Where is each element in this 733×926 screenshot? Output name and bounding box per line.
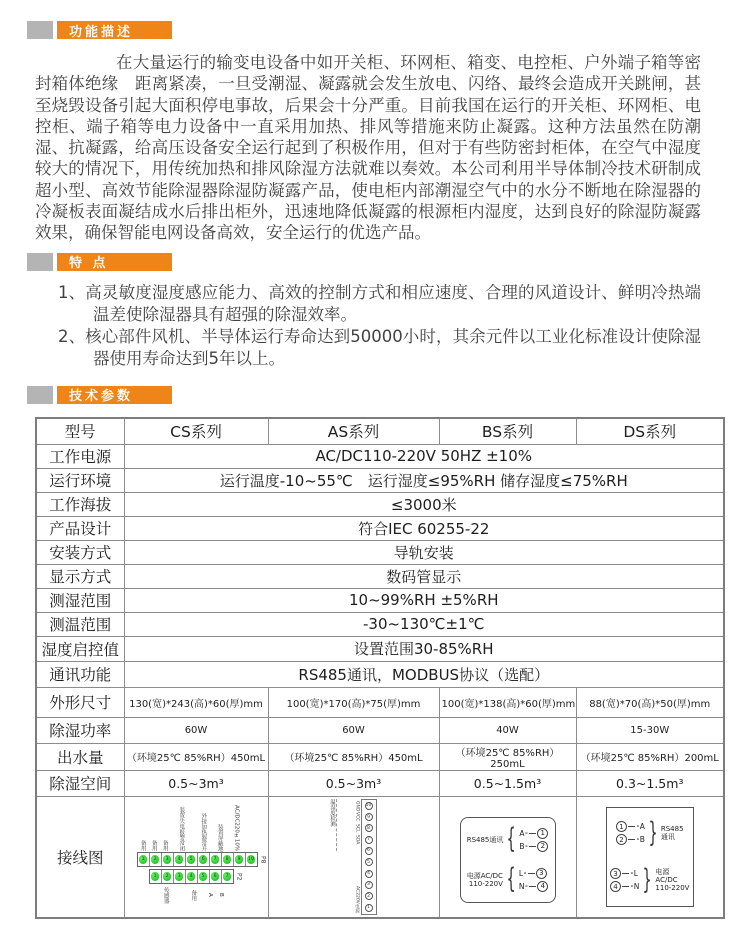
pin-row xyxy=(610,868,639,879)
row-cell: 40W xyxy=(439,717,576,743)
p8-strip-row xyxy=(137,852,267,867)
terminal xyxy=(245,853,257,866)
table-row xyxy=(36,588,724,612)
row-cell: （环境25℃ 85%RH）450mL xyxy=(268,743,439,770)
pin-number: 2 xyxy=(616,834,627,845)
row-label: 工作电源 xyxy=(36,444,124,468)
p2-strip-row xyxy=(149,869,243,884)
group-label-line: RS485 xyxy=(660,825,684,834)
section-badge-specs xyxy=(27,386,733,404)
column-header: CS系列 xyxy=(124,418,268,445)
terminal-label: 装置屏蔽地 xyxy=(216,823,223,852)
terminal-label: AC/DC220±10% xyxy=(233,805,240,852)
open-contact: ∘ xyxy=(630,870,634,878)
pin-group xyxy=(465,866,551,894)
wire-line xyxy=(529,833,536,834)
row-cell: 0.3~1.5m³ xyxy=(576,770,724,796)
pin-label: SDA xyxy=(354,835,360,845)
row-label: 除湿功率 xyxy=(36,717,124,743)
terminal xyxy=(185,870,197,883)
row-cell: 100(宽)*170(高)*75(厚)mm xyxy=(268,687,439,717)
pin-row xyxy=(616,834,645,845)
pin-number: 3 xyxy=(536,868,547,879)
row-cell: 130(宽)*243(高)*60(厚)mm xyxy=(124,687,268,717)
pin-letter: L xyxy=(518,868,524,878)
column-header: DS系列 xyxy=(576,418,724,445)
row-cell: 15-30W xyxy=(576,717,724,743)
group-label-line: 110-220V xyxy=(468,879,503,888)
terminal-label-box xyxy=(215,884,226,906)
strip-name: P2 xyxy=(235,872,243,881)
terminal-label-box xyxy=(159,807,170,851)
row-cell: 60W xyxy=(268,717,439,743)
row-label: 出水量 xyxy=(36,743,124,770)
pin-row xyxy=(519,868,548,879)
cs-wiring-diagram xyxy=(127,805,266,908)
terminal-label: 外接加热器常开 xyxy=(200,812,207,852)
badge-gray-block xyxy=(27,21,53,39)
pin-circle: 7 xyxy=(365,836,373,844)
row-value: AC/DC110-220V 50HZ ±10% xyxy=(124,444,724,468)
pin-circle: 6 xyxy=(365,847,373,855)
as-pin-strip xyxy=(361,799,377,915)
row-label: 产品设计 xyxy=(36,516,124,540)
terminal-circle: 4 xyxy=(187,872,196,881)
terminal-circle: 5 xyxy=(199,872,208,881)
pin-number: 1 xyxy=(537,828,548,839)
pin-letter: A xyxy=(519,828,525,838)
row-value: 数码管显示 xyxy=(124,564,724,588)
row-cell: 0.5~3m³ xyxy=(124,770,268,796)
open-contact: ∘ xyxy=(524,882,529,890)
terminal xyxy=(209,853,221,866)
terminal-circle: 10 xyxy=(248,857,254,863)
terminal xyxy=(209,870,221,883)
section-title: 特 点 xyxy=(57,253,172,271)
terminal-circle: 7 xyxy=(223,872,232,881)
group-label xyxy=(467,872,503,888)
terminal xyxy=(161,870,173,883)
row-label: 显示方式 xyxy=(36,564,124,588)
row-value: -30~130℃±1℃ xyxy=(124,612,724,636)
pin-circle: 3 xyxy=(365,881,373,889)
terminal-circle: 3 xyxy=(175,872,184,881)
pin-number: 4 xyxy=(610,881,621,892)
table-row xyxy=(36,516,724,540)
pin-letter: B xyxy=(639,835,645,845)
wire-line xyxy=(622,886,629,887)
wire-line xyxy=(628,839,635,840)
bs-wiring-diagram xyxy=(460,817,556,903)
column-header: 型号 xyxy=(36,418,124,445)
terminal xyxy=(149,853,161,866)
terminal-circle: 2 xyxy=(163,872,172,881)
terminal-circle: 4 xyxy=(175,855,184,864)
terminal-circle: 1 xyxy=(139,855,148,864)
terminal-circle: 7 xyxy=(211,855,220,864)
row-label: 安装方式 xyxy=(36,540,124,564)
pin-label: SCL xyxy=(354,823,360,833)
row-cell: （环境25℃ 85%RH）250mL xyxy=(439,743,576,770)
pin-column xyxy=(616,819,645,847)
probe-label: 温湿度检测 xyxy=(329,798,335,827)
feature-item: 1、高灵敏度湿度感应能力、高效的控制方式和相应速度、合理的风道设计、鲜明冷热端温差使除湿器具有超强的除湿效率。 xyxy=(58,282,701,324)
pin-label: GND xyxy=(354,800,360,811)
open-contact: ∘ xyxy=(524,842,529,850)
terminal xyxy=(173,870,185,883)
section-badge-features xyxy=(27,253,733,271)
terminal-label: 备用 xyxy=(190,889,197,901)
terminal-label-box xyxy=(204,884,215,906)
terminal-label-box xyxy=(148,807,159,851)
pin-group xyxy=(610,866,690,894)
column-header: BS系列 xyxy=(439,418,576,445)
group-label-line: 通讯 xyxy=(660,833,675,842)
section-badge-function xyxy=(27,21,733,39)
pin-number: 3 xyxy=(610,868,621,879)
terminal xyxy=(221,853,233,866)
row-value: 运行温度-10~55℃ 运行湿度≤95%RH 储存湿度≤75%RH xyxy=(124,468,724,492)
table-row xyxy=(36,612,724,636)
pin-group xyxy=(610,819,690,847)
table-row xyxy=(36,717,724,743)
row-label: 测温范围 xyxy=(36,612,124,636)
row-label: 工作海拔 xyxy=(36,492,124,516)
terminal-label: 备用 xyxy=(150,840,157,852)
badge-gray-block xyxy=(27,386,53,404)
wire-line xyxy=(528,873,535,874)
pin-column xyxy=(610,866,639,894)
pin-row xyxy=(519,881,548,892)
pin-letter: N xyxy=(518,881,525,891)
pin-letter: L xyxy=(633,869,638,879)
column-header: AS系列 xyxy=(268,418,439,445)
as-wiring-cell xyxy=(268,796,439,918)
pin-letter: A xyxy=(639,822,645,832)
row-cell: 88(宽)*70(高)*50(厚)mm xyxy=(576,687,724,717)
wire-line xyxy=(529,846,536,847)
table-row xyxy=(36,743,724,770)
terminal-strip xyxy=(137,852,258,867)
group-label xyxy=(467,836,504,844)
table-row xyxy=(36,492,724,516)
open-contact: ∘ xyxy=(635,836,640,844)
terminal-label: 备用 xyxy=(139,840,146,852)
terminal-circle: 1 xyxy=(151,872,160,881)
row-label: 通讯功能 xyxy=(36,661,124,687)
pin-row xyxy=(519,828,548,839)
pin-number: 4 xyxy=(537,881,548,892)
pin-circle: 5 xyxy=(365,858,373,866)
group-label xyxy=(661,825,684,841)
terminal-label: 装置失电报警常闭 xyxy=(178,807,185,852)
terminal xyxy=(138,853,149,866)
terminal-label-box xyxy=(170,807,192,851)
row-cell: （环境25℃ 85%RH）200mL xyxy=(576,743,724,770)
table-row xyxy=(36,540,724,564)
table-row xyxy=(36,468,724,492)
probe-label-box xyxy=(329,799,338,851)
terminal xyxy=(150,870,161,883)
terminal xyxy=(161,853,173,866)
p2-label-row xyxy=(149,884,226,906)
terminal-circle: 6 xyxy=(211,872,220,881)
row-cell: 60W xyxy=(124,717,268,743)
section-title: 功能描述 xyxy=(57,21,172,39)
as-wiring-diagram xyxy=(325,799,383,915)
brace-glyph: } xyxy=(648,817,658,849)
row-label: 湿度启控值 xyxy=(36,636,124,661)
pin-column xyxy=(519,866,548,894)
row-value: ≤3000米 xyxy=(124,492,724,516)
row-value: 导轨安装 xyxy=(124,540,724,564)
row-value: 设置范围30-85%RH xyxy=(124,636,724,661)
group-label-line: 电源 xyxy=(655,868,670,877)
group-label-line: 110-220V xyxy=(655,884,690,893)
wire-line xyxy=(529,886,536,887)
open-contact: ∘ xyxy=(630,883,634,891)
terminal-strip xyxy=(149,869,234,884)
bs-wiring-cell xyxy=(439,796,576,918)
terminal-label: 备用 xyxy=(161,840,168,852)
group-label xyxy=(655,868,689,892)
function-description-paragraph: 在大量运行的输变电设备中如开关柜、环网柜、箱变、电控柜、户外端子箱等密封箱体绝缘 距离紧凑，一旦受潮湿、凝露就会发生放电、闪络、最终会造成开关跳闸，甚至烧毁设备引起大面积停电事故，后果会十分严重。目前我国在运行的开关柜、环网柜、电控柜、端子箱等电力设备中一直采用加热、排风等措施来防止凝露。这种方法虽然在防潮湿、抗凝露，给高压设备安全运行起到了积极作用，但对于有些防密封柜体，在空气中湿度较大的情况下，用传统加热和排风除湿方法就难以奏效。本公司利用半导体制冷技术研制成超小型、高效节能除湿器除湿防凝露产品，使电柜内部潮湿空气中的水分不断地在除湿器的冷凝板表面凝结成水后排出柜外，迅速地降低凝露的根源柜内湿度，达到良好的除湿防凝露效果，确保智能电网设备高效，安全运行的优选产品。 xyxy=(35,53,701,243)
table-row xyxy=(36,444,724,468)
terminal xyxy=(233,853,245,866)
terminal-circle: 8 xyxy=(223,855,232,864)
terminal-label-box xyxy=(149,884,182,906)
pin-row xyxy=(519,841,548,852)
cs-wiring-cell xyxy=(124,796,268,918)
row-cell: 0.5~1.5m³ xyxy=(439,770,576,796)
row-label: 除湿空间 xyxy=(36,770,124,796)
terminal-label-box xyxy=(214,807,225,851)
pin-label: VCC xyxy=(354,812,360,822)
row-label: 运行环境 xyxy=(36,468,124,492)
wire-line xyxy=(622,873,629,874)
row-cell: 0.5~3m³ xyxy=(268,770,439,796)
terminal xyxy=(185,853,197,866)
group-label-line: 电源AC/DC xyxy=(466,871,503,880)
power-label: AC220V电源 xyxy=(354,885,360,913)
pin-row xyxy=(610,881,639,892)
open-contact: ∘ xyxy=(524,829,529,837)
p8-label-row xyxy=(137,807,247,851)
pin-number: 2 xyxy=(537,841,548,852)
terminal xyxy=(221,870,233,883)
terminal-circle: 9 xyxy=(235,855,244,864)
row-value: 符合IEC 60255-22 xyxy=(124,516,724,540)
row-cell: （环境25℃ 85%RH）450mL xyxy=(124,743,268,770)
pin-letter: N xyxy=(633,882,640,892)
row-label: 测湿范围 xyxy=(36,588,124,612)
badge-gray-block xyxy=(27,253,53,271)
terminal-label-box xyxy=(137,807,148,851)
wire-line xyxy=(628,826,635,827)
ds-wiring-cell xyxy=(576,796,724,918)
terminal xyxy=(173,853,185,866)
brace-glyph: { xyxy=(506,824,516,856)
feature-item: 2、核心部件风机、半导体运行寿命达到50000小时，其余元件以工业化标准设计使除湿器使用寿命达到5年以上。 xyxy=(58,326,701,368)
table-row xyxy=(36,661,724,687)
group-label-line: RS485通讯 xyxy=(466,835,504,844)
terminal-circle: 6 xyxy=(199,855,208,864)
terminal-label: 传感器 xyxy=(162,886,169,904)
row-value: 10~99%RH ±5%RH xyxy=(124,588,724,612)
terminal-label-box xyxy=(192,807,214,851)
terminal-label: A xyxy=(206,893,213,898)
open-contact: ∘ xyxy=(635,823,640,831)
table-row xyxy=(36,687,724,717)
strip-name: P8 xyxy=(259,855,267,864)
datasheet-page xyxy=(0,21,733,926)
spec-table-header-row xyxy=(36,418,724,445)
pin-number: 1 xyxy=(616,821,627,832)
group-label-line: AC/DC xyxy=(655,876,678,885)
terminal xyxy=(197,870,209,883)
table-row xyxy=(36,636,724,661)
pin-circle: 8 xyxy=(365,824,373,832)
terminal-label: B xyxy=(217,893,224,898)
pin-circle: 9 xyxy=(365,813,373,821)
row-value: RS485通讯，MODBUS协议（选配） xyxy=(124,661,724,687)
section-title: 技术参数 xyxy=(57,386,172,404)
table-row xyxy=(36,564,724,588)
row-cell: 100(宽)*138(高)*60(厚)mm xyxy=(439,687,576,717)
table-row-wiring xyxy=(36,796,724,918)
open-contact: ∘ xyxy=(523,869,527,877)
brace-glyph: { xyxy=(506,864,516,896)
pin-letter: B xyxy=(519,841,525,851)
pin-circle: 2 xyxy=(365,892,373,900)
pin-circle: 10 xyxy=(365,803,372,809)
pin-circle: 4 xyxy=(365,870,373,878)
terminal xyxy=(197,853,209,866)
terminal-circle: 5 xyxy=(187,855,196,864)
row-label: 外形尺寸 xyxy=(36,687,124,717)
pin-row xyxy=(616,821,645,832)
pin-group xyxy=(465,826,551,854)
spec-table xyxy=(35,417,725,919)
terminal-label-box xyxy=(225,807,247,851)
row-label: 接线图 xyxy=(36,796,124,918)
brace-glyph: } xyxy=(642,864,652,896)
ds-wiring-diagram xyxy=(606,807,694,907)
terminal-label-box xyxy=(182,884,204,906)
terminal-circle: 3 xyxy=(163,855,172,864)
features-list xyxy=(58,282,701,370)
table-row xyxy=(36,770,724,796)
terminal-circle: 2 xyxy=(151,855,160,864)
pin-circle: 1 xyxy=(365,904,373,912)
pin-column xyxy=(519,826,548,854)
